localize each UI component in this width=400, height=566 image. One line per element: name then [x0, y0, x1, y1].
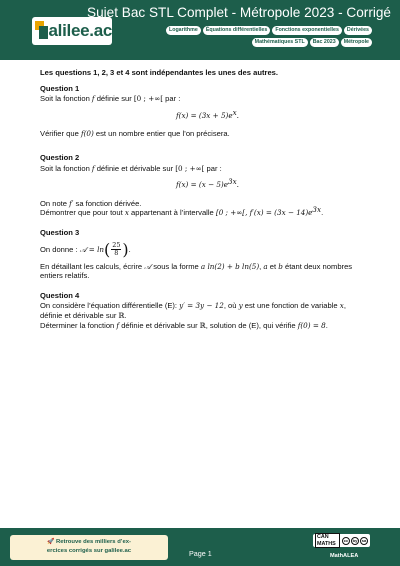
question-3-title: Question 3	[40, 227, 80, 237]
tag-logarithme[interactable]: Logarithme	[166, 26, 201, 35]
question-2-task: Démontrer que pour tout x appartenant à l’intervalle [0 ; +∞[, $f'(x) = (3x - 14)e^{3x}$.	[40, 205, 324, 218]
tag-derivees[interactable]: Dérivées	[344, 26, 372, 35]
tag-fonctions-exponentielles[interactable]: Fonctions exponentielles	[272, 26, 342, 35]
question-4-task: Déterminer la fonction f définie et dérivable sur ℝ, solution de (E), qui vérifie f(0) = 8.	[40, 320, 328, 330]
question-4-title: Question 4	[40, 290, 80, 300]
promo-line-1: 🚀 Retrouve des milliers d’ex-	[47, 539, 131, 545]
question-2-formula: $f(x) = (x - 5)e^{3x}$.	[175, 177, 239, 190]
tag-mathematiques-stl[interactable]: Mathématiques STL	[252, 38, 308, 47]
question-2-derivative-note: On note f′ sa fonction dérivée.	[40, 198, 142, 208]
intro-text: Les questions 1, 2, 3 et 4 sont indépendantes les unes des autres.	[40, 68, 279, 77]
question-2-title: Question 2	[40, 152, 80, 162]
question-1-title: Question 1	[40, 83, 80, 93]
promo-line-2: ercices corrigés sur galilee.ac	[46, 548, 132, 555]
footer-banner	[0, 528, 400, 566]
question-4-domain: définie et dérivable sur ℝ.	[40, 310, 127, 320]
tag-equations-differentielles[interactable]: Équations différentielles	[203, 26, 271, 35]
question-1-formula: $f(x) = (3x + 5)e^x$.	[176, 107, 239, 120]
question-2-statement: Soit la fonction f définie et dérivable sur [0 ; +∞[ par :	[40, 163, 222, 173]
tag-list	[110, 26, 372, 47]
page-number: Page 1	[189, 549, 212, 558]
question-3-task-end: entiers relatifs.	[40, 271, 90, 281]
mathalea-brand: MathALEA	[330, 553, 359, 559]
tag-metropole[interactable]: Métropole	[341, 38, 372, 47]
tag-bac-2023[interactable]: Bac 2023	[310, 38, 339, 47]
logo-text: alilee.ac	[48, 21, 112, 40]
fraction-25-over-8: $\frac{25}{8}$	[112, 241, 121, 258]
galilee-logo-mark-icon	[35, 21, 47, 41]
question-1-task: Vérifier que f(0) est un nombre entier que l’on précisera.	[40, 129, 230, 139]
question-1-statement: Soit la fonction f définie sur [0 ; +∞[ par :	[40, 94, 181, 104]
sa-icon: sa	[361, 537, 367, 543]
header-banner	[0, 0, 400, 60]
question-3-given: On donne : 𝒜 = ln( $\frac{25}{8}$ ).	[40, 239, 131, 259]
question-4-statement: On considère l’équation différentielle (E): y′ = 3y − 12, où y est une fonction de variable x,	[40, 301, 346, 311]
cc-icon: cc	[343, 537, 349, 543]
by-icon: by	[352, 537, 358, 543]
can-maths-logo-icon: CAN MATHS	[315, 533, 340, 548]
galilee-logo[interactable]	[32, 17, 112, 45]
promo-link[interactable]	[10, 535, 168, 560]
page-title: Sujet Bac STL Complet - Métropole 2023 - Corrigé	[87, 5, 391, 20]
license-badge[interactable]	[313, 534, 370, 547]
exercise-content	[40, 66, 375, 330]
question-3-task: En détaillant les calculs, écrire 𝒜 sous la forme a ln(2) + b ln(5), a et b étant deux nombres	[40, 261, 353, 271]
